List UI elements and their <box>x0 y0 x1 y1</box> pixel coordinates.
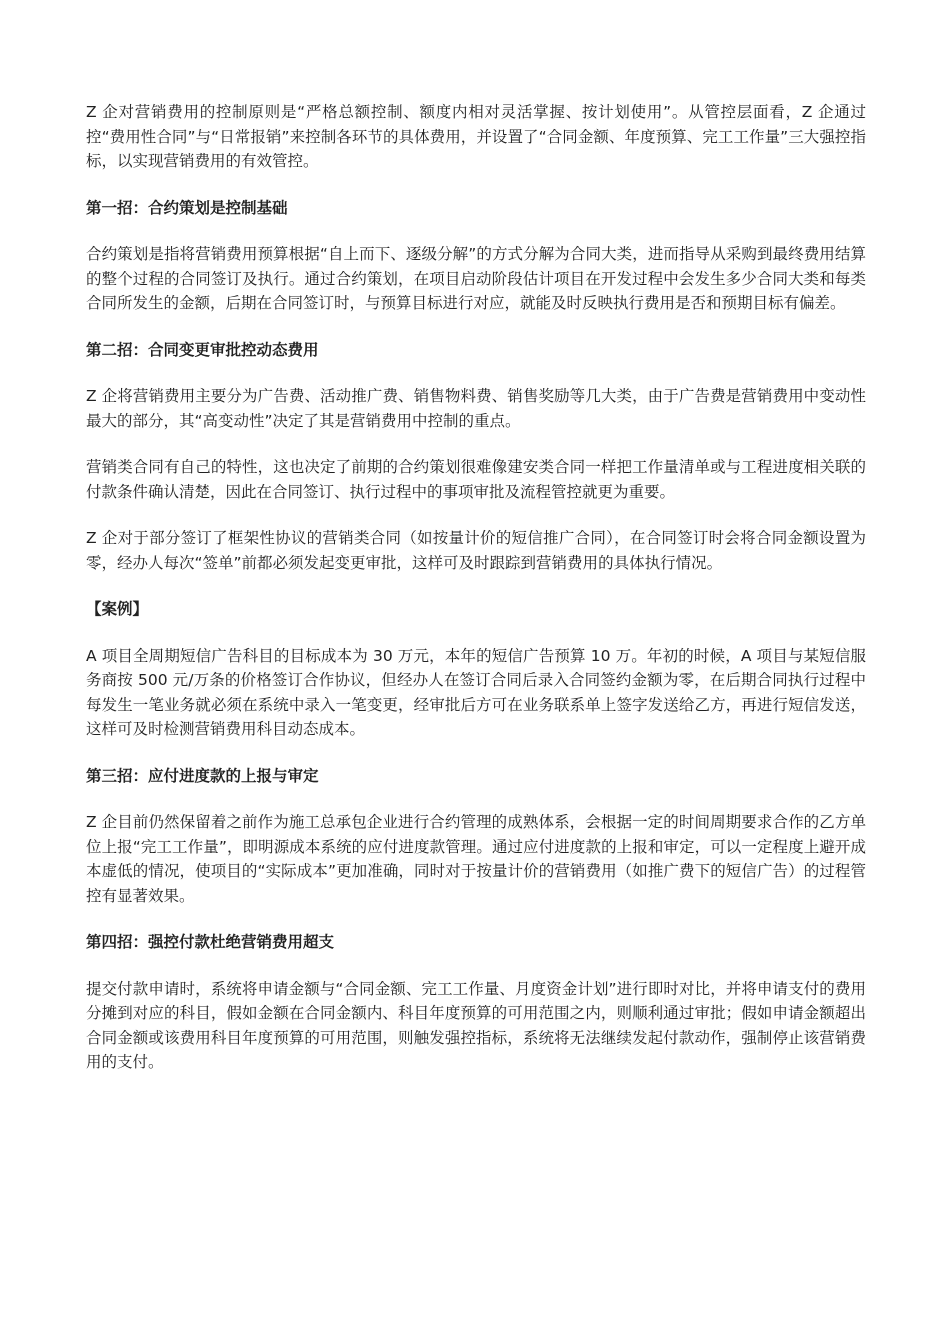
section-4-heading: 第四招：强控付款杜绝营销费用超支 <box>86 933 335 951</box>
section-1-heading: 第一招：合约策划是控制基础 <box>86 198 288 217</box>
section-3-heading: 第三招：应付进度款的上报与审定 <box>86 766 319 785</box>
section-2-heading: 第二招：合同变更审批控动态费用 <box>86 340 319 359</box>
case-heading: 【案例】 <box>86 600 149 618</box>
section-4-paragraph: 提交付款申请时，系统将申请金额与“合同金额、完工工作量、月度资金计划”进行即时对比，并将申请支付的费用分摊到对应的科目，假如金额在合同金额内、科目年度预算的可用范围之内，则顺利通过审批；假如申请金额超出合同金额或该费用科目年度预算的可用范围，则触发强控指标，系统将无法继续发起付款动作，强制停止该营销费用的支付。 <box>86 979 866 1071</box>
document-page <box>86 100 866 1097</box>
intro-paragraph: Z 企对营销费用的控制原则是“严格总额控制、额度内相对灵活掌握、按计划使用”。从管控层面看，Z 企通过控“费用性合同”与“日常报销”来控制各环节的具体费用，并设置了“合同金额、年度预算、完工工作量”三大强控指标，以实现营销费用的有效管控。 <box>86 103 866 170</box>
section-1-paragraph: 合约策划是指将营销费用预算根据“自上而下、逐级分解”的方式分解为合同大类，进而指导从采购到最终费用结算的整个过程的合同签订及执行。通过合约策划，在项目启动阶段估计项目在开发过程中会发生多少合同大类和每类合同所发生的金额，后期在合同签订时，与预算目标进行对应，就能及时反映执行费用是否和预期目标有偏差。 <box>86 245 866 312</box>
section-2-paragraph-3: Z 企对于部分签订了框架性协议的营销类合同（如按量计价的短信推广合同），在合同签订时会将合同金额设置为零，经办人每次“签单”前都必须发起变更审批，这样可及时跟踪到营销费用的具体执行情况。 <box>86 529 866 572</box>
case-paragraph: A 项目全周期短信广告科目的目标成本为 30 万元，本年的短信广告预算 10 万。年初的时候，A 项目与某短信服务商按 500 元/万条的价格签订合作协议，但经办人在签订合同后录入合同签约金额为零，在后期合同执行过程中每发生一笔业务就必须在系统中录入一笔变更，经审批后方可在业务联系单上签字发送给乙方，再进行短信发送，这样可及时检测营销费用科目动态成本。 <box>86 646 866 738</box>
section-2-paragraph-2: 营销类合同有自己的特性，这也决定了前期的合约策划很难像建安类合同一样把工作量清单或与工程进度相关联的付款条件确认清楚，因此在合同签订、执行过程中的事项审批及流程管控就更为重要。 <box>86 458 866 501</box>
section-2-paragraph-1: Z 企将营销费用主要分为广告费、活动推广费、销售物料费、销售奖励等几大类，由于广告费是营销费用中变动性最大的部分，其“高变动性”决定了其是营销费用中控制的重点。 <box>86 387 866 430</box>
section-3-paragraph: Z 企目前仍然保留着之前作为施工总承包企业进行合约管理的成熟体系，会根据一定的时间周期要求合作的乙方单位上报“完工工作量”，即明源成本系统的应付进度款管理。通过应付进度款的上报和审定，可以一定程度上避开成本虚低的情况，使项目的“实际成本”更加准确，同时对于按量计价的营销费用（如推广费下的短信广告）的过程管控有显著效果。 <box>86 813 866 905</box>
